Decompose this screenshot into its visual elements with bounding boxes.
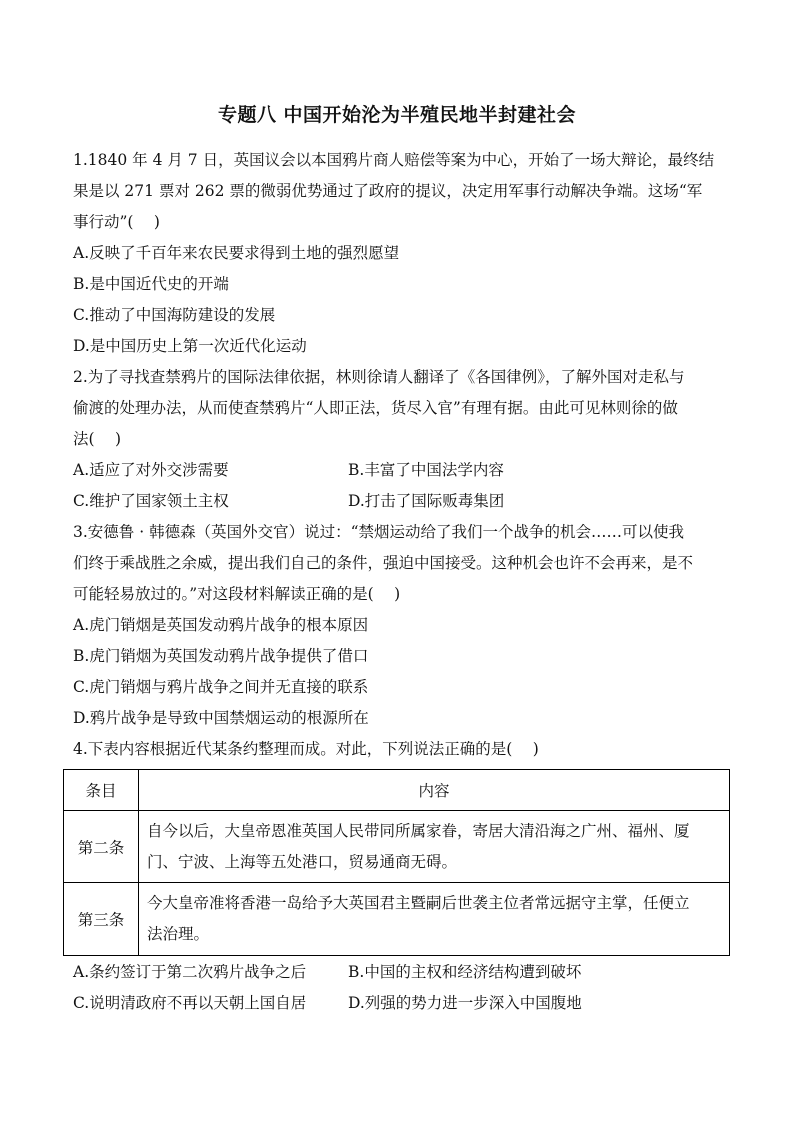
table-cell-content-line: 法治理。 <box>147 925 210 943</box>
question-1-option-a: A.反映了千百年来农民要求得到土地的强烈愿望 <box>73 244 400 262</box>
question-1-option-d: D.是中国历史上第一次近代化运动 <box>73 337 307 355</box>
table-row <box>64 811 730 883</box>
table-cell-item: 第二条 <box>64 811 139 883</box>
treaty-table <box>63 769 730 956</box>
table-cell-item: 第三条 <box>64 883 139 956</box>
question-3-option-d: D.鸦片战争是导致中国禁烟运动的根源所在 <box>73 709 369 727</box>
table-cell-content-line: 今大皇帝准将香港一岛给予大英国君主暨嗣后世袭主位者常远据守主掌，任便立 <box>147 894 690 912</box>
question-4-option-b: B.中国的主权和经济结构遭到破坏 <box>348 963 582 981</box>
table-cell-content <box>139 883 730 956</box>
question-1-stem-line: 事行动”( ) <box>73 213 160 231</box>
question-4-option-d: D.列强的势力进一步深入中国腹地 <box>348 994 582 1012</box>
table-header-item: 条目 <box>64 770 139 811</box>
question-1-stem-line: 果是以 271 票对 262 票的微弱优势通过了政府的提议，决定用军事行动解决争端。这场“军 <box>73 182 703 200</box>
question-2-option-a: A.适应了对外交涉需要 <box>73 461 229 479</box>
question-2-option-d: D.打击了国际贩毒集团 <box>348 492 505 510</box>
question-2-stem-line: 2.为了寻找查禁鸦片的国际法律依据，林则徐请人翻译了《各国律例》，了解外国对走私与 <box>73 368 685 386</box>
question-2-stem-line: 偷渡的处理办法，从而使查禁鸦片“人即正法，货尽入官”有理有据。由此可见林则徐的做 <box>73 399 678 417</box>
question-3-stem-line: 们终于乘战胜之余威，提出我们自己的条件，强迫中国接受。这种机会也许不会再来，是不 <box>73 554 694 572</box>
question-3-stem-line: 3.安德鲁 · 韩德森（英国外交官）说过：“禁烟运动给了我们一个战争的机会……可以使我 <box>73 523 684 541</box>
page-title: 专题八 中国开始沦为半殖民地半封建社会 <box>217 104 577 126</box>
question-2-option-b: B.丰富了中国法学内容 <box>348 461 504 479</box>
question-3-option-c: C.虎门销烟与鸦片战争之间并无直接的联系 <box>73 678 369 696</box>
question-3-option-b: B.虎门销烟为英国发动鸦片战争提供了借口 <box>73 647 369 665</box>
table-cell-content-line: 门、宁波、上海等五处港口，贸易通商无碍。 <box>147 852 458 871</box>
table-cell-content <box>139 811 730 883</box>
question-4-option-c: C.说明清政府不再以天朝上国自居 <box>73 994 307 1012</box>
question-4-option-a: A.条约签订于第二次鸦片战争之后 <box>73 963 307 981</box>
question-1-stem-line: 1.1840 年 4 月 7 日，英国议会以本国鸦片商人赔偿等案为中心，开始了一场大辩论，最终结 <box>73 151 715 169</box>
table-header-content: 内容 <box>139 770 730 811</box>
question-2-stem-line: 法( ) <box>73 430 122 448</box>
table-header-row <box>64 770 730 811</box>
table-row <box>64 883 730 956</box>
question-2-option-c: C.维护了国家领土主权 <box>73 492 229 510</box>
question-1-option-c: C.推动了中国海防建设的发展 <box>73 306 276 324</box>
question-3-stem-line: 可能轻易放过的。”对这段材料解读正确的是( ) <box>73 585 401 603</box>
question-3-option-a: A.虎门销烟是英国发动鸦片战争的根本原因 <box>73 616 369 634</box>
question-1-option-b: B.是中国近代史的开端 <box>73 275 229 293</box>
question-4-stem: 4.下表内容根据近代某条约整理而成。对此，下列说法正确的是( ) <box>73 740 539 758</box>
table-cell-content-line: 自今以后，大皇帝恩准英国人民带同所属家眷，寄居大清沿海之广州、福州、厦 <box>147 821 690 840</box>
